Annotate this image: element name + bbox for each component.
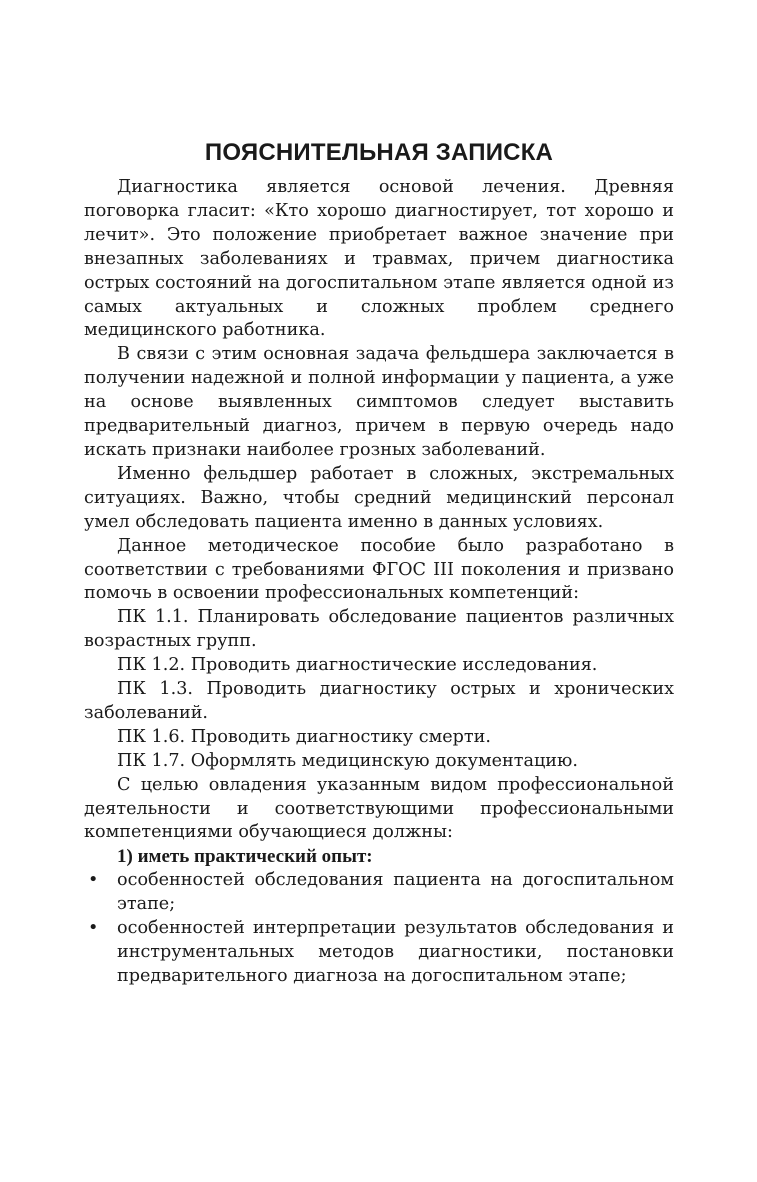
competency-item: ПК 1.2. Проводить диагностические исследования.	[117, 655, 598, 676]
bullet-icon: •	[88, 918, 99, 939]
paragraph-intro: Диагностика является основой лечения. Древняя поговорка гласит: «Кто хорошо диагностирует, тот хорошо и лечит». Это положение приобретает важное значение при внезапных заболеваниях и травмах, причем диагностика острых состояний на догоспитальном этапе является одной из самых актуальных и сложных проблем среднего медицинского работника.	[84, 177, 674, 341]
paragraph-task: В связи с этим основная задача фельдшера заключается в получении надежной и полной информации у пациента, а уже на основе выявленных симптомов следует выставить предварительный диагноз, причем в первую очередь надо искать признаки наиболее грозных заболеваний.	[84, 344, 674, 460]
bullet-icon: •	[88, 870, 99, 891]
section-subheading: 1) иметь практический опыт:	[117, 846, 373, 868]
competency-item: ПК 1.3. Проводить диагностику острых и хронических заболеваний.	[84, 679, 674, 723]
paragraph-manual: Данное методическое пособие было разработано в соответствии с требованиями ФГОС III поколения и призвано помочь в освоении профессиональных компетенций:	[84, 535, 674, 604]
document-page	[84, 136, 674, 989]
bullet-item	[84, 917, 674, 989]
bullet-text: особенностей интерпретации результатов обследования и инструментальных методов диагностики, постановки предварительного диагноза на догоспитальном этапе;	[117, 918, 674, 986]
competency-item: ПК 1.7. Оформлять медицинскую документацию.	[117, 750, 578, 771]
competency-item: ПК 1.6. Проводить диагностику смерти.	[117, 726, 491, 747]
bullet-text: особенностей обследования пациента на догоспитальном этапе;	[117, 870, 674, 915]
paragraph-situations: Именно фельдшер работает в сложных, экстремальных ситуациях. Важно, чтобы средний медицинский персонал умел обследовать пациента именно в данных условиях.	[84, 463, 674, 532]
page-title: ПОЯСНИТЕЛЬНАЯ ЗАПИСКА	[204, 139, 554, 166]
competency-item: ПК 1.1. Планировать обследование пациентов различных возрастных групп.	[84, 607, 674, 652]
paragraph-closing: С целью овладения указанным видом профессиональной деятельности и соответствующими профессиональными компетенциями обучающиеся должны:	[84, 774, 674, 843]
bullet-list	[84, 869, 674, 989]
bullet-item	[84, 869, 674, 917]
